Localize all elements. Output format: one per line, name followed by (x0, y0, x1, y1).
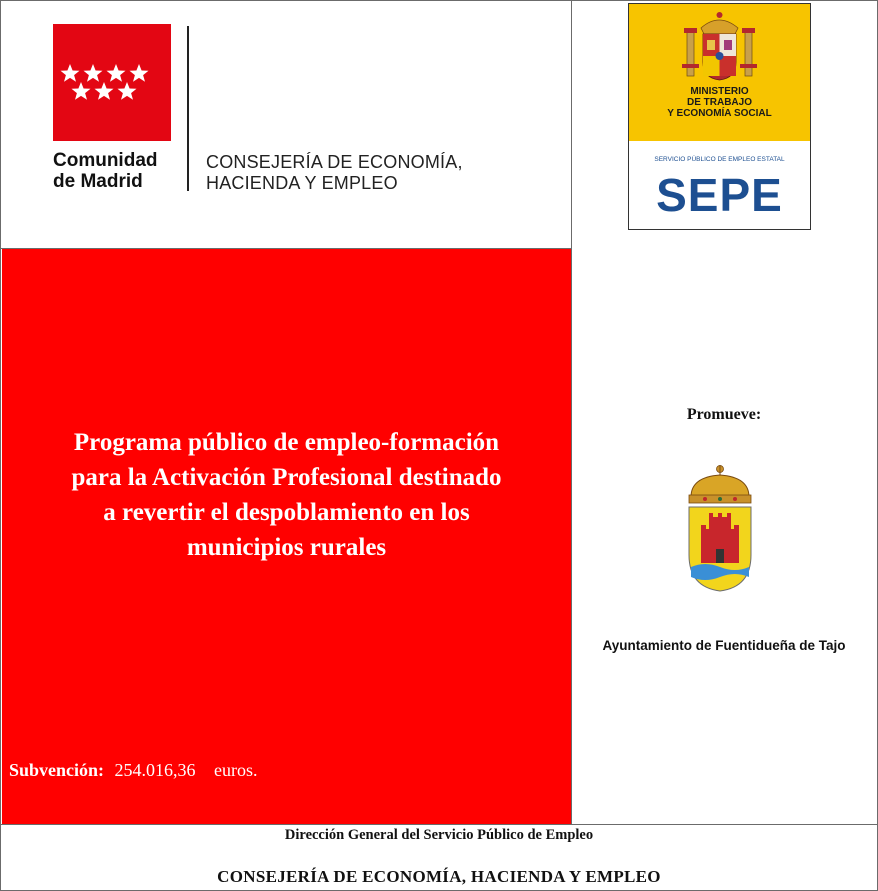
subvencion-line (9, 760, 258, 781)
footer-consejeria: CONSEJERÍA DE ECONOMÍA, HACIENDA Y EMPLEO (217, 867, 661, 886)
spain-coat-of-arms-icon (629, 4, 810, 84)
program-title-line1: Programa público de empleo-formación (73, 429, 500, 456)
subvencion-amount: 254.016,36 (114, 760, 196, 780)
sepe-logo (628, 3, 811, 230)
subvencion-label: Subvención: (9, 760, 105, 780)
footer-direccion: Dirección General del Servicio Público de Empleo (284, 827, 594, 843)
program-title-line4: municipios rurales (186, 534, 387, 561)
comunidad-madrid-flag-logo (53, 24, 171, 141)
program-title (2, 425, 571, 565)
sepe-wordmark: SEPE (656, 169, 783, 221)
ministerio-line2: DE TRABAJO (686, 97, 752, 108)
fuentiduena-coat-of-arms-icon (683, 463, 757, 593)
star-icons (61, 64, 149, 100)
logo-divider (187, 26, 189, 191)
consejeria-line1: CONSEJERÍA DE ECONOMÍA, (206, 152, 463, 172)
comunidad-madrid-wordmark (53, 150, 158, 192)
comunidad-line1: Comunidad (53, 150, 158, 171)
ministerio-line1: MINISTERIO (690, 86, 749, 97)
consejeria-heading (206, 152, 463, 194)
program-title-line3: a revertir el despoblamiento en los (103, 499, 470, 526)
comunidad-line2: de Madrid (53, 171, 143, 192)
sepe-service-label: SERVICIO PÚBLICO DE EMPLEO ESTATAL (654, 156, 785, 163)
promueve-label: Promueve: (686, 406, 762, 423)
ministerio-banner (629, 4, 810, 141)
ministerio-name (629, 86, 810, 119)
program-title-line2: para la Activación Profesional destinado (71, 464, 502, 491)
ayuntamiento-name: Ayuntamiento de Fuentidueña de Tajo (602, 638, 846, 653)
consejeria-line2: HACIENDA Y EMPLEO (206, 173, 398, 193)
ministerio-line3: Y ECONOMÍA SOCIAL (667, 108, 772, 119)
subvencion-unit: euros. (214, 760, 258, 780)
footer-divider (1, 824, 877, 825)
